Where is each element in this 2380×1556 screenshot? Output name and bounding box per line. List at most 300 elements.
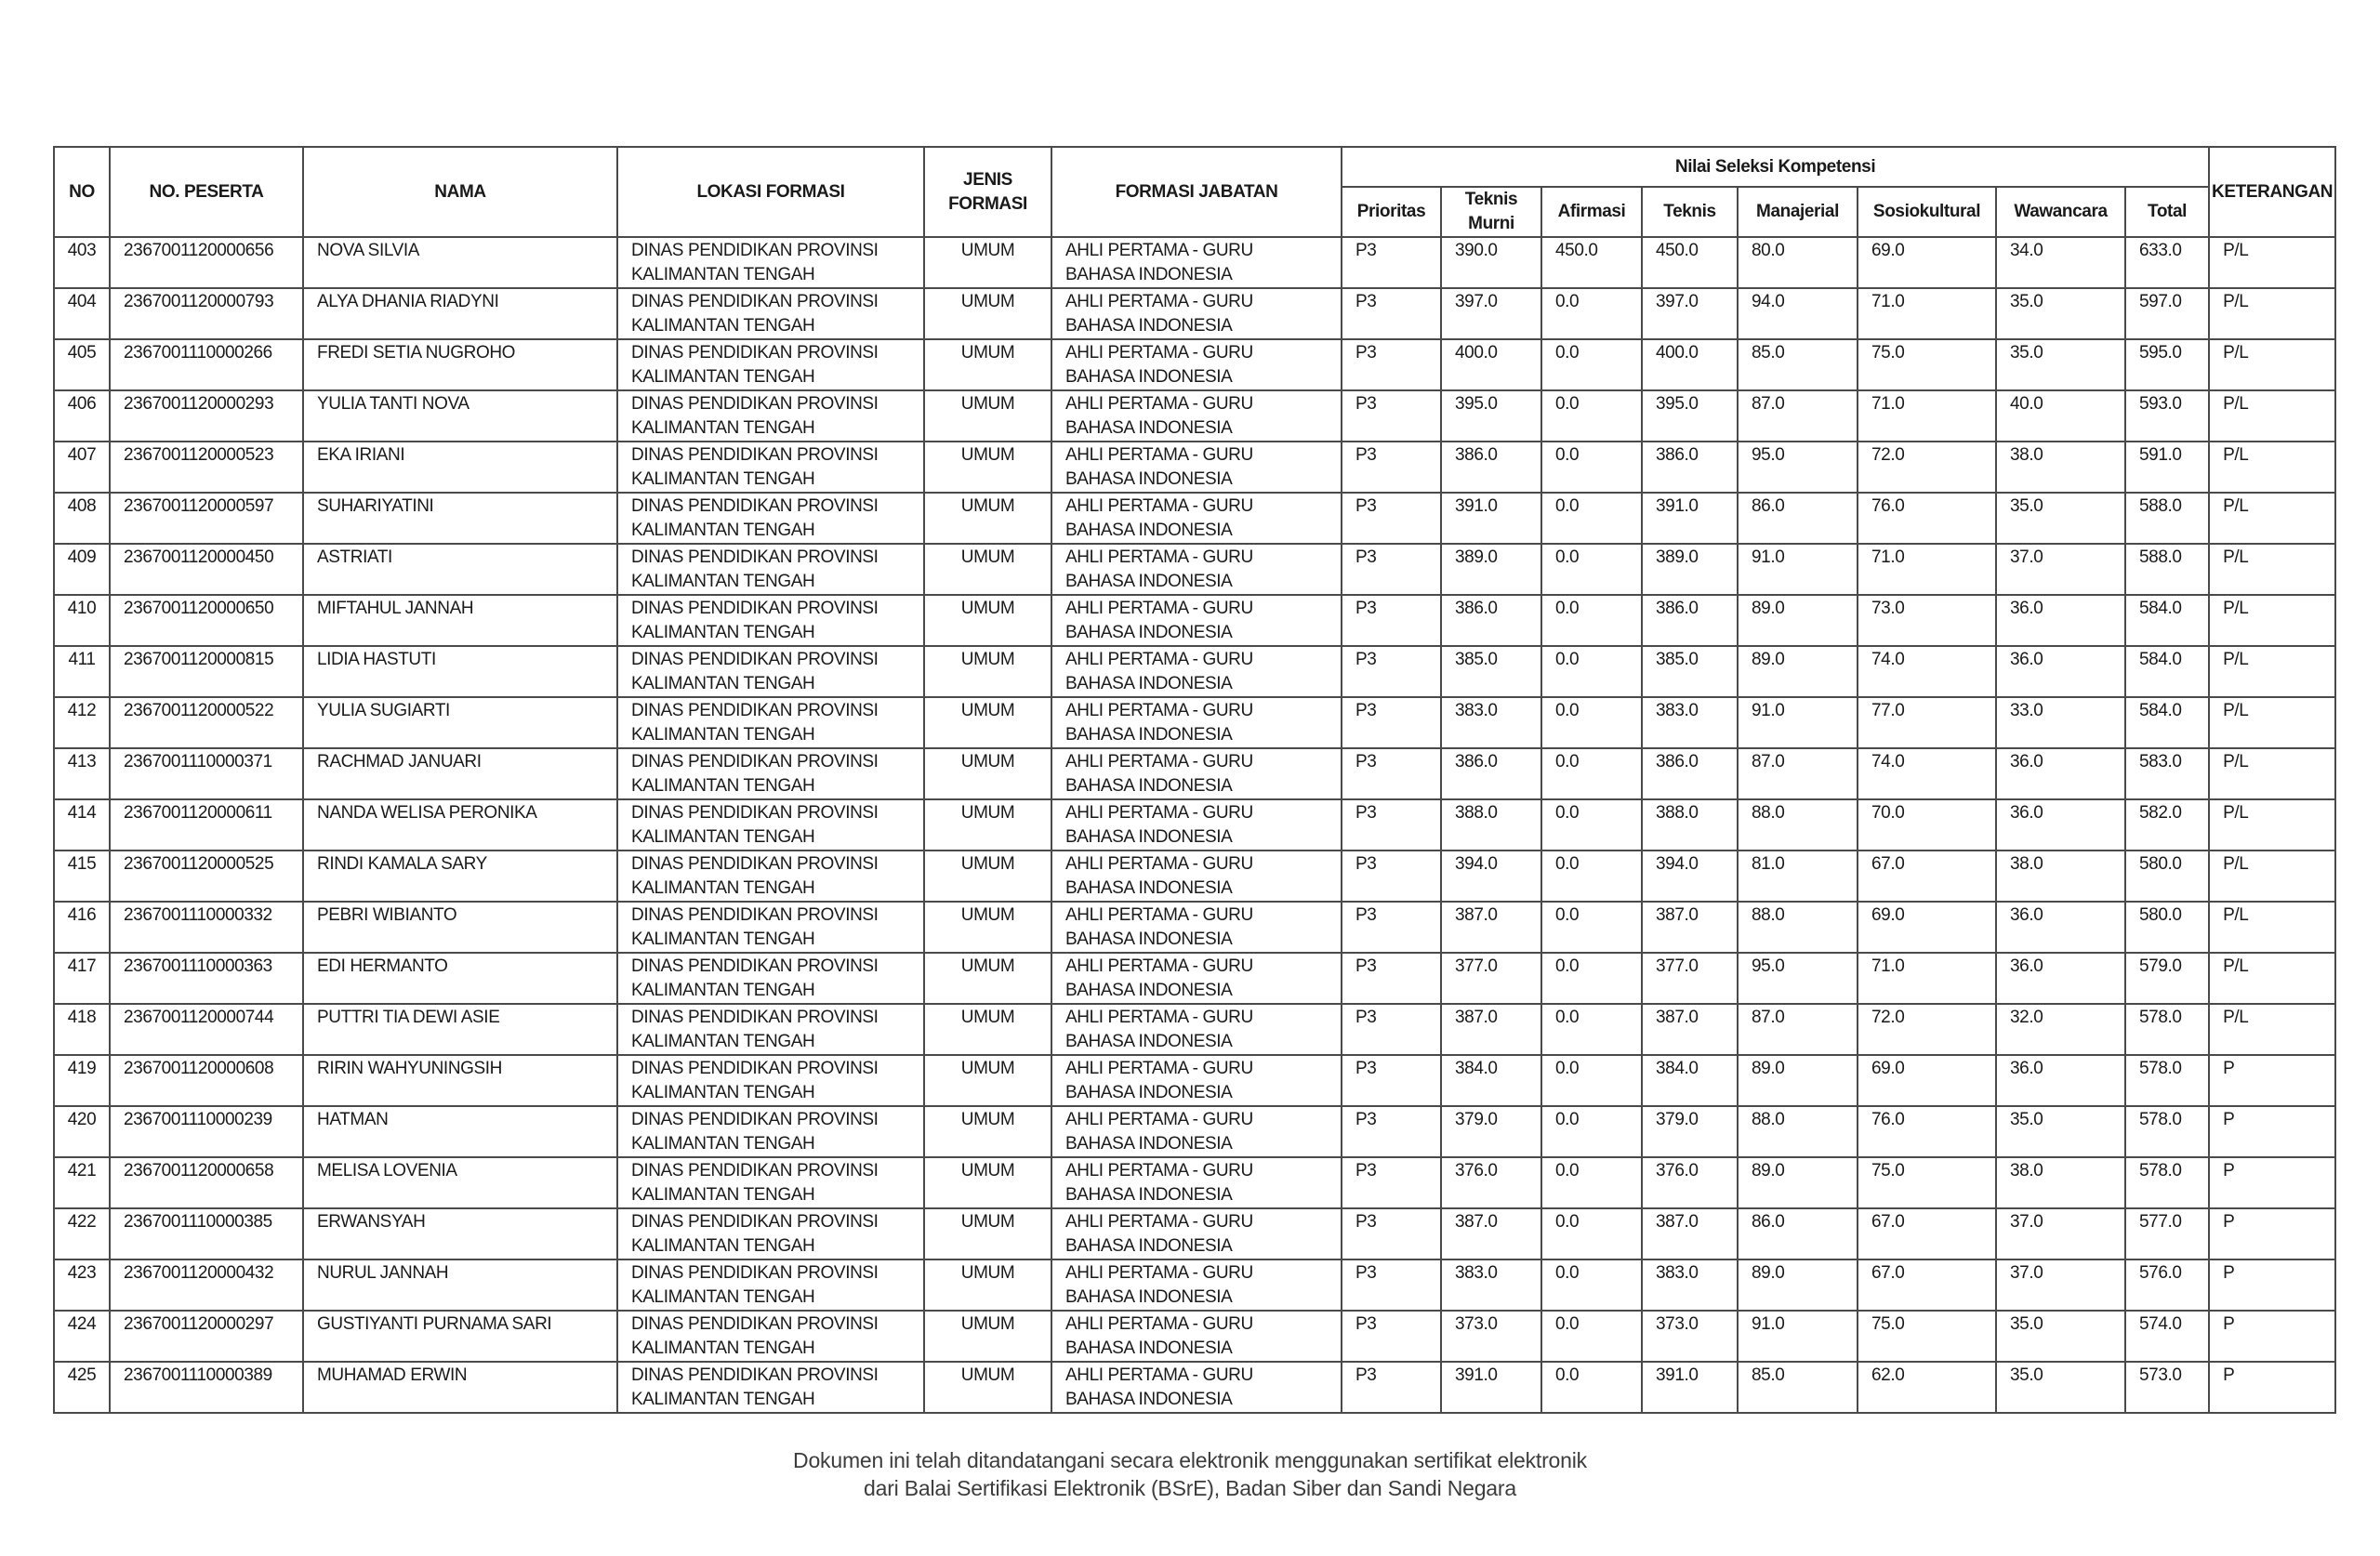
header-teknis: Teknis xyxy=(1642,187,1738,237)
cell-prioritas: P3 xyxy=(1342,748,1441,799)
cell-afirmasi: 0.0 xyxy=(1541,646,1642,697)
cell-no-peserta: 2367001120000297 xyxy=(110,1311,303,1362)
cell-teknis: 385.0 xyxy=(1642,646,1738,697)
cell-manajerial: 87.0 xyxy=(1738,748,1858,799)
cell-lokasi-line1: DINAS PENDIDIKAN PROVINSI xyxy=(631,394,879,414)
cell-teknis-murni: 385.0 xyxy=(1441,646,1541,697)
cell-prioritas: P3 xyxy=(1342,442,1441,493)
cell-jabatan-line1: AHLI PERTAMA - GURU xyxy=(1065,394,1253,414)
cell-nama: ERWANSYAH xyxy=(303,1208,617,1259)
cell-jabatan-line2: BAHASA INDONESIA xyxy=(1065,725,1233,745)
cell-prioritas: P3 xyxy=(1342,1362,1441,1413)
cell-afirmasi: 0.0 xyxy=(1541,697,1642,748)
cell-jabatan-line2: BAHASA INDONESIA xyxy=(1065,930,1233,949)
cell-wawancara: 36.0 xyxy=(1996,595,2125,646)
cell-lokasi-formasi xyxy=(617,1311,924,1362)
cell-jenis-formasi: UMUM xyxy=(924,646,1051,697)
cell-total: 573.0 xyxy=(2125,1362,2209,1413)
cell-jabatan-line1: AHLI PERTAMA - GURU xyxy=(1065,803,1253,823)
cell-keterangan: P xyxy=(2209,1311,2335,1362)
cell-wawancara: 36.0 xyxy=(1996,953,2125,1004)
cell-nama: HATMAN xyxy=(303,1106,617,1157)
cell-jabatan-line1: AHLI PERTAMA - GURU xyxy=(1065,1110,1253,1129)
cell-nama: NURUL JANNAH xyxy=(303,1259,617,1311)
cell-formasi-jabatan xyxy=(1051,799,1342,851)
cell-sosiokultural: 76.0 xyxy=(1858,493,1996,544)
cell-no-peserta: 2367001120000793 xyxy=(110,288,303,339)
cell-jabatan-line2: BAHASA INDONESIA xyxy=(1065,1287,1233,1307)
cell-jabatan-line2: BAHASA INDONESIA xyxy=(1065,1236,1233,1256)
table-row xyxy=(54,1055,2335,1106)
cell-wawancara: 35.0 xyxy=(1996,288,2125,339)
cell-manajerial: 88.0 xyxy=(1738,1106,1858,1157)
cell-sosiokultural: 75.0 xyxy=(1858,1157,1996,1208)
cell-jabatan-line2: BAHASA INDONESIA xyxy=(1065,1134,1233,1154)
cell-jabatan-line1: AHLI PERTAMA - GURU xyxy=(1065,292,1253,311)
cell-jabatan-line1: AHLI PERTAMA - GURU xyxy=(1065,445,1253,465)
cell-afirmasi: 0.0 xyxy=(1541,1106,1642,1157)
cell-formasi-jabatan xyxy=(1051,1157,1342,1208)
cell-lokasi-formasi xyxy=(617,851,924,902)
cell-lokasi-line2: KALIMANTAN TENGAH xyxy=(631,1390,815,1409)
cell-no: 407 xyxy=(54,442,110,493)
cell-lokasi-formasi xyxy=(617,339,924,390)
cell-wawancara: 38.0 xyxy=(1996,851,2125,902)
cell-teknis: 384.0 xyxy=(1642,1055,1738,1106)
cell-no-peserta: 2367001110000266 xyxy=(110,339,303,390)
cell-afirmasi: 450.0 xyxy=(1541,237,1642,288)
cell-lokasi-line2: KALIMANTAN TENGAH xyxy=(631,827,815,847)
cell-lokasi-line1: DINAS PENDIDIKAN PROVINSI xyxy=(631,1263,879,1283)
cell-afirmasi: 0.0 xyxy=(1541,339,1642,390)
cell-manajerial: 88.0 xyxy=(1738,799,1858,851)
cell-keterangan: P/L xyxy=(2209,697,2335,748)
cell-nama: YULIA TANTI NOVA xyxy=(303,390,617,442)
cell-no: 417 xyxy=(54,953,110,1004)
cell-wawancara: 32.0 xyxy=(1996,1004,2125,1055)
cell-afirmasi: 0.0 xyxy=(1541,544,1642,595)
cell-lokasi-line1: DINAS PENDIDIKAN PROVINSI xyxy=(631,650,879,669)
cell-lokasi-line1: DINAS PENDIDIKAN PROVINSI xyxy=(631,1212,879,1232)
cell-nama: FREDI SETIA NUGROHO xyxy=(303,339,617,390)
cell-lokasi-line2: KALIMANTAN TENGAH xyxy=(631,623,815,642)
cell-manajerial: 91.0 xyxy=(1738,544,1858,595)
cell-nama: EKA IRIANI xyxy=(303,442,617,493)
cell-afirmasi: 0.0 xyxy=(1541,390,1642,442)
cell-jenis-formasi: UMUM xyxy=(924,1157,1051,1208)
cell-lokasi-line2: KALIMANTAN TENGAH xyxy=(631,1185,815,1205)
cell-jabatan-line1: AHLI PERTAMA - GURU xyxy=(1065,854,1253,874)
cell-total: 584.0 xyxy=(2125,697,2209,748)
cell-teknis: 387.0 xyxy=(1642,902,1738,953)
cell-total: 583.0 xyxy=(2125,748,2209,799)
cell-lokasi-line2: KALIMANTAN TENGAH xyxy=(631,521,815,540)
cell-jenis-formasi: UMUM xyxy=(924,237,1051,288)
table-row xyxy=(54,646,2335,697)
cell-jabatan-line2: BAHASA INDONESIA xyxy=(1065,1032,1233,1051)
cell-teknis: 400.0 xyxy=(1642,339,1738,390)
cell-keterangan: P/L xyxy=(2209,748,2335,799)
header-prioritas: Prioritas xyxy=(1342,187,1441,237)
cell-keterangan: P/L xyxy=(2209,442,2335,493)
cell-manajerial: 95.0 xyxy=(1738,953,1858,1004)
cell-no: 421 xyxy=(54,1157,110,1208)
cell-wawancara: 33.0 xyxy=(1996,697,2125,748)
cell-keterangan: P xyxy=(2209,1157,2335,1208)
cell-formasi-jabatan xyxy=(1051,288,1342,339)
cell-no-peserta: 2367001120000525 xyxy=(110,851,303,902)
cell-teknis-murni: 376.0 xyxy=(1441,1157,1541,1208)
cell-formasi-jabatan xyxy=(1051,595,1342,646)
cell-formasi-jabatan xyxy=(1051,1004,1342,1055)
table-row xyxy=(54,748,2335,799)
cell-jabatan-line2: BAHASA INDONESIA xyxy=(1065,265,1233,284)
cell-prioritas: P3 xyxy=(1342,902,1441,953)
cell-lokasi-line2: KALIMANTAN TENGAH xyxy=(631,930,815,949)
cell-no: 420 xyxy=(54,1106,110,1157)
cell-lokasi-line1: DINAS PENDIDIKAN PROVINSI xyxy=(631,1314,879,1334)
header-lokasi-formasi: LOKASI FORMASI xyxy=(617,147,924,237)
cell-jenis-formasi: UMUM xyxy=(924,1259,1051,1311)
cell-jabatan-line2: BAHASA INDONESIA xyxy=(1065,469,1233,489)
cell-prioritas: P3 xyxy=(1342,595,1441,646)
cell-wawancara: 35.0 xyxy=(1996,339,2125,390)
cell-manajerial: 89.0 xyxy=(1738,595,1858,646)
cell-teknis: 377.0 xyxy=(1642,953,1738,1004)
cell-prioritas: P3 xyxy=(1342,1055,1441,1106)
cell-prioritas: P3 xyxy=(1342,237,1441,288)
cell-no-peserta: 2367001110000371 xyxy=(110,748,303,799)
cell-lokasi-line1: DINAS PENDIDIKAN PROVINSI xyxy=(631,905,879,925)
cell-lokasi-line2: KALIMANTAN TENGAH xyxy=(631,776,815,796)
header-nama: NAMA xyxy=(303,147,617,237)
header-no-peserta: NO. PESERTA xyxy=(110,147,303,237)
cell-prioritas: P3 xyxy=(1342,544,1441,595)
table-row xyxy=(54,288,2335,339)
cell-keterangan: P/L xyxy=(2209,390,2335,442)
cell-sosiokultural: 69.0 xyxy=(1858,237,1996,288)
cell-formasi-jabatan xyxy=(1051,1311,1342,1362)
cell-keterangan: P xyxy=(2209,1208,2335,1259)
cell-afirmasi: 0.0 xyxy=(1541,799,1642,851)
header-total: Total xyxy=(2125,187,2209,237)
cell-teknis: 376.0 xyxy=(1642,1157,1738,1208)
cell-afirmasi: 0.0 xyxy=(1541,1004,1642,1055)
cell-no: 412 xyxy=(54,697,110,748)
cell-total: 580.0 xyxy=(2125,851,2209,902)
cell-teknis-murni: 384.0 xyxy=(1441,1055,1541,1106)
table-body xyxy=(54,237,2335,1413)
cell-jabatan-line2: BAHASA INDONESIA xyxy=(1065,674,1233,693)
cell-keterangan: P/L xyxy=(2209,339,2335,390)
table-row xyxy=(54,390,2335,442)
cell-no-peserta: 2367001120000650 xyxy=(110,595,303,646)
cell-no: 423 xyxy=(54,1259,110,1311)
cell-prioritas: P3 xyxy=(1342,1157,1441,1208)
cell-total: 576.0 xyxy=(2125,1259,2209,1311)
cell-wawancara: 35.0 xyxy=(1996,1311,2125,1362)
cell-prioritas: P3 xyxy=(1342,390,1441,442)
cell-jenis-formasi: UMUM xyxy=(924,493,1051,544)
cell-wawancara: 36.0 xyxy=(1996,646,2125,697)
cell-afirmasi: 0.0 xyxy=(1541,851,1642,902)
cell-formasi-jabatan xyxy=(1051,493,1342,544)
cell-no: 418 xyxy=(54,1004,110,1055)
cell-manajerial: 80.0 xyxy=(1738,237,1858,288)
cell-sosiokultural: 71.0 xyxy=(1858,288,1996,339)
table-row xyxy=(54,1157,2335,1208)
cell-sosiokultural: 76.0 xyxy=(1858,1106,1996,1157)
cell-nama: RINDI KAMALA SARY xyxy=(303,851,617,902)
cell-manajerial: 86.0 xyxy=(1738,1208,1858,1259)
cell-afirmasi: 0.0 xyxy=(1541,1208,1642,1259)
cell-no-peserta: 2367001120000658 xyxy=(110,1157,303,1208)
cell-lokasi-formasi xyxy=(617,237,924,288)
cell-jabatan-line1: AHLI PERTAMA - GURU xyxy=(1065,1263,1253,1283)
cell-nama: RACHMAD JANUARI xyxy=(303,748,617,799)
cell-prioritas: P3 xyxy=(1342,1259,1441,1311)
cell-nama: NOVA SILVIA xyxy=(303,237,617,288)
header-jenis-formasi xyxy=(924,147,1051,237)
header-sosiokultural: Sosiokultural xyxy=(1858,187,1996,237)
cell-keterangan: P xyxy=(2209,1106,2335,1157)
signature-notice-line2: dari Balai Sertifikasi Elektronik (BSrE), Badan Siber dan Sandi Negara xyxy=(864,1476,1516,1500)
cell-formasi-jabatan xyxy=(1051,1362,1342,1413)
header-teknis-murni-line1: Teknis xyxy=(1464,190,1518,209)
cell-keterangan: P/L xyxy=(2209,1004,2335,1055)
cell-lokasi-line1: DINAS PENDIDIKAN PROVINSI xyxy=(631,701,879,720)
header-jenis-formasi-line1: JENIS xyxy=(963,169,1012,190)
cell-teknis-murni: 391.0 xyxy=(1441,1362,1541,1413)
cell-no-peserta: 2367001120000432 xyxy=(110,1259,303,1311)
table-row xyxy=(54,1106,2335,1157)
cell-no-peserta: 2367001120000656 xyxy=(110,237,303,288)
cell-afirmasi: 0.0 xyxy=(1541,1362,1642,1413)
cell-teknis: 383.0 xyxy=(1642,697,1738,748)
cell-sosiokultural: 69.0 xyxy=(1858,1055,1996,1106)
cell-no-peserta: 2367001120000523 xyxy=(110,442,303,493)
cell-lokasi-line1: DINAS PENDIDIKAN PROVINSI xyxy=(631,1365,879,1385)
cell-lokasi-line2: KALIMANTAN TENGAH xyxy=(631,981,815,1000)
cell-lokasi-line1: DINAS PENDIDIKAN PROVINSI xyxy=(631,1008,879,1027)
cell-jenis-formasi: UMUM xyxy=(924,390,1051,442)
cell-prioritas: P3 xyxy=(1342,697,1441,748)
cell-keterangan: P/L xyxy=(2209,902,2335,953)
cell-jenis-formasi: UMUM xyxy=(924,288,1051,339)
cell-lokasi-line1: DINAS PENDIDIKAN PROVINSI xyxy=(631,1161,879,1180)
cell-lokasi-line1: DINAS PENDIDIKAN PROVINSI xyxy=(631,956,879,976)
cell-wawancara: 37.0 xyxy=(1996,1208,2125,1259)
cell-no: 425 xyxy=(54,1362,110,1413)
cell-wawancara: 36.0 xyxy=(1996,1055,2125,1106)
cell-lokasi-formasi xyxy=(617,493,924,544)
cell-total: 580.0 xyxy=(2125,902,2209,953)
cell-jabatan-line1: AHLI PERTAMA - GURU xyxy=(1065,956,1253,976)
cell-lokasi-formasi xyxy=(617,442,924,493)
cell-keterangan: P/L xyxy=(2209,953,2335,1004)
cell-lokasi-formasi xyxy=(617,1055,924,1106)
cell-afirmasi: 0.0 xyxy=(1541,1055,1642,1106)
cell-sosiokultural: 74.0 xyxy=(1858,646,1996,697)
cell-no: 422 xyxy=(54,1208,110,1259)
cell-jenis-formasi: UMUM xyxy=(924,799,1051,851)
cell-no: 404 xyxy=(54,288,110,339)
cell-manajerial: 89.0 xyxy=(1738,646,1858,697)
cell-lokasi-line2: KALIMANTAN TENGAH xyxy=(631,367,815,387)
cell-jabatan-line1: AHLI PERTAMA - GURU xyxy=(1065,241,1253,260)
cell-manajerial: 89.0 xyxy=(1738,1259,1858,1311)
cell-afirmasi: 0.0 xyxy=(1541,442,1642,493)
cell-no-peserta: 2367001120000450 xyxy=(110,544,303,595)
cell-manajerial: 87.0 xyxy=(1738,390,1858,442)
cell-teknis: 391.0 xyxy=(1642,493,1738,544)
cell-jabatan-line1: AHLI PERTAMA - GURU xyxy=(1065,905,1253,925)
cell-nama: NANDA WELISA PERONIKA xyxy=(303,799,617,851)
cell-lokasi-line1: DINAS PENDIDIKAN PROVINSI xyxy=(631,547,879,567)
cell-jenis-formasi: UMUM xyxy=(924,1362,1051,1413)
cell-afirmasi: 0.0 xyxy=(1541,1311,1642,1362)
table-header xyxy=(54,147,2335,237)
cell-lokasi-formasi xyxy=(617,390,924,442)
cell-lokasi-line2: KALIMANTAN TENGAH xyxy=(631,265,815,284)
cell-manajerial: 95.0 xyxy=(1738,442,1858,493)
cell-nama: RIRIN WAHYUNINGSIH xyxy=(303,1055,617,1106)
table-row xyxy=(54,237,2335,288)
cell-lokasi-formasi xyxy=(617,646,924,697)
cell-wawancara: 36.0 xyxy=(1996,799,2125,851)
cell-lokasi-formasi xyxy=(617,1208,924,1259)
cell-total: 595.0 xyxy=(2125,339,2209,390)
cell-total: 584.0 xyxy=(2125,595,2209,646)
table-row xyxy=(54,851,2335,902)
cell-no: 411 xyxy=(54,646,110,697)
cell-sosiokultural: 74.0 xyxy=(1858,748,1996,799)
cell-keterangan: P/L xyxy=(2209,646,2335,697)
table-row xyxy=(54,544,2335,595)
cell-no-peserta: 2367001120000744 xyxy=(110,1004,303,1055)
cell-jabatan-line1: AHLI PERTAMA - GURU xyxy=(1065,752,1253,771)
cell-no: 414 xyxy=(54,799,110,851)
table-row xyxy=(54,442,2335,493)
header-afirmasi: Afirmasi xyxy=(1541,187,1642,237)
cell-sosiokultural: 67.0 xyxy=(1858,851,1996,902)
cell-no: 413 xyxy=(54,748,110,799)
cell-jabatan-line1: AHLI PERTAMA - GURU xyxy=(1065,1365,1253,1385)
cell-manajerial: 91.0 xyxy=(1738,1311,1858,1362)
cell-total: 578.0 xyxy=(2125,1106,2209,1157)
cell-formasi-jabatan xyxy=(1051,544,1342,595)
cell-nama: ASTRIATI xyxy=(303,544,617,595)
cell-teknis-murni: 387.0 xyxy=(1441,902,1541,953)
cell-keterangan: P/L xyxy=(2209,595,2335,646)
cell-nama: YULIA SUGIARTI xyxy=(303,697,617,748)
header-jenis-formasi-line2: FORMASI xyxy=(948,193,1027,214)
cell-wawancara: 34.0 xyxy=(1996,237,2125,288)
cell-no-peserta: 2367001120000522 xyxy=(110,697,303,748)
cell-lokasi-formasi xyxy=(617,799,924,851)
cell-sosiokultural: 62.0 xyxy=(1858,1362,1996,1413)
cell-nama: EDI HERMANTO xyxy=(303,953,617,1004)
cell-teknis-murni: 377.0 xyxy=(1441,953,1541,1004)
cell-formasi-jabatan xyxy=(1051,390,1342,442)
cell-nama: ALYA DHANIA RIADYNI xyxy=(303,288,617,339)
cell-jenis-formasi: UMUM xyxy=(924,748,1051,799)
cell-formasi-jabatan xyxy=(1051,953,1342,1004)
cell-nama: MUHAMAD ERWIN xyxy=(303,1362,617,1413)
cell-prioritas: P3 xyxy=(1342,851,1441,902)
cell-lokasi-line1: DINAS PENDIDIKAN PROVINSI xyxy=(631,343,879,363)
table-row xyxy=(54,953,2335,1004)
cell-wawancara: 35.0 xyxy=(1996,1362,2125,1413)
cell-teknis: 386.0 xyxy=(1642,442,1738,493)
cell-total: 593.0 xyxy=(2125,390,2209,442)
cell-jabatan-line1: AHLI PERTAMA - GURU xyxy=(1065,343,1253,363)
cell-nama: MIFTAHUL JANNAH xyxy=(303,595,617,646)
cell-sosiokultural: 71.0 xyxy=(1858,544,1996,595)
cell-jabatan-line2: BAHASA INDONESIA xyxy=(1065,1185,1233,1205)
cell-lokasi-line2: KALIMANTAN TENGAH xyxy=(631,878,815,898)
cell-jabatan-line2: BAHASA INDONESIA xyxy=(1065,1338,1233,1358)
cell-teknis: 394.0 xyxy=(1642,851,1738,902)
cell-wawancara: 37.0 xyxy=(1996,544,2125,595)
cell-lokasi-line2: KALIMANTAN TENGAH xyxy=(631,572,815,591)
cell-lokasi-line1: DINAS PENDIDIKAN PROVINSI xyxy=(631,292,879,311)
cell-formasi-jabatan xyxy=(1051,697,1342,748)
cell-formasi-jabatan xyxy=(1051,237,1342,288)
cell-formasi-jabatan xyxy=(1051,339,1342,390)
cell-teknis: 386.0 xyxy=(1642,595,1738,646)
table-row xyxy=(54,595,2335,646)
cell-sosiokultural: 71.0 xyxy=(1858,390,1996,442)
cell-jenis-formasi: UMUM xyxy=(924,1055,1051,1106)
cell-prioritas: P3 xyxy=(1342,493,1441,544)
cell-teknis-murni: 373.0 xyxy=(1441,1311,1541,1362)
cell-wawancara: 37.0 xyxy=(1996,1259,2125,1311)
cell-teknis: 395.0 xyxy=(1642,390,1738,442)
cell-formasi-jabatan xyxy=(1051,442,1342,493)
cell-formasi-jabatan xyxy=(1051,851,1342,902)
cell-nama: LIDIA HASTUTI xyxy=(303,646,617,697)
cell-nama: SUHARIYATINI xyxy=(303,493,617,544)
header-manajerial: Manajerial xyxy=(1738,187,1858,237)
cell-no: 405 xyxy=(54,339,110,390)
cell-no-peserta: 2367001110000363 xyxy=(110,953,303,1004)
cell-manajerial: 81.0 xyxy=(1738,851,1858,902)
cell-no-peserta: 2367001120000611 xyxy=(110,799,303,851)
cell-jabatan-line1: AHLI PERTAMA - GURU xyxy=(1065,1059,1253,1078)
cell-jabatan-line2: BAHASA INDONESIA xyxy=(1065,1390,1233,1409)
cell-lokasi-line1: DINAS PENDIDIKAN PROVINSI xyxy=(631,1110,879,1129)
cell-jabatan-line2: BAHASA INDONESIA xyxy=(1065,623,1233,642)
cell-no: 415 xyxy=(54,851,110,902)
cell-teknis-murni: 389.0 xyxy=(1441,544,1541,595)
cell-manajerial: 85.0 xyxy=(1738,1362,1858,1413)
cell-sosiokultural: 73.0 xyxy=(1858,595,1996,646)
cell-no: 409 xyxy=(54,544,110,595)
cell-lokasi-formasi xyxy=(617,288,924,339)
cell-no-peserta: 2367001120000597 xyxy=(110,493,303,544)
cell-no: 424 xyxy=(54,1311,110,1362)
cell-sosiokultural: 67.0 xyxy=(1858,1259,1996,1311)
cell-prioritas: P3 xyxy=(1342,799,1441,851)
cell-formasi-jabatan xyxy=(1051,1055,1342,1106)
cell-jenis-formasi: UMUM xyxy=(924,1208,1051,1259)
cell-afirmasi: 0.0 xyxy=(1541,902,1642,953)
cell-jenis-formasi: UMUM xyxy=(924,851,1051,902)
results-sheet xyxy=(53,146,2334,1414)
cell-total: 582.0 xyxy=(2125,799,2209,851)
cell-afirmasi: 0.0 xyxy=(1541,953,1642,1004)
